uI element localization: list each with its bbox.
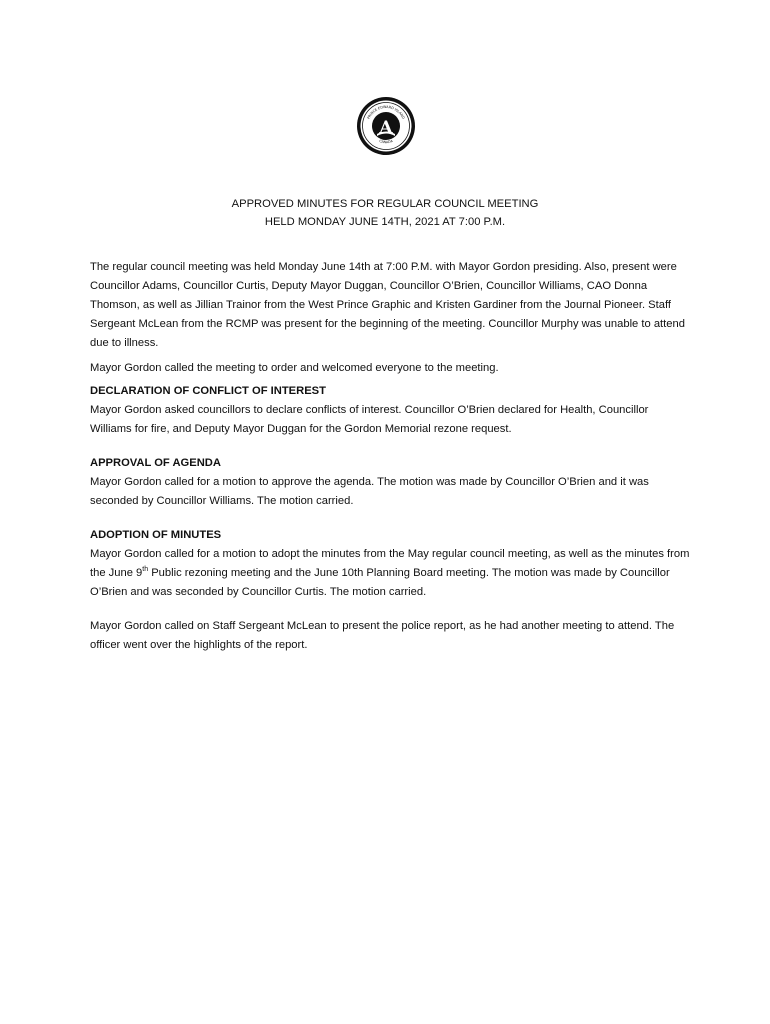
seal-bottom-text: CANADA <box>378 138 394 145</box>
conflict-section <box>90 382 690 439</box>
town-seal-logo <box>356 96 416 156</box>
minutes-text-after: Public rezoning meeting and the June 10th Planning Board meeting. The motion was made by Councillor O’Brien and was seconded by Councillor Curtis. The motion carried. <box>90 567 670 598</box>
seal-top-text: PRINCE EDWARD ISLAND <box>366 104 406 120</box>
minutes-section <box>90 526 690 602</box>
agenda-heading: APPROVAL OF AGENDA <box>90 457 221 469</box>
agenda-text: Mayor Gordon called for a motion to approve the agenda. The motion was made by Councillor O’Brien and it was seconded by Councillor Williams. The motion carried. <box>90 476 649 507</box>
conflict-text: Mayor Gordon asked councillors to declare conflicts of interest. Councillor O’Brien declared for Health, Councillor Williams for fire, and Deputy Mayor Duggan for the Gordon Memorial rezone request. <box>90 404 649 435</box>
title-line-2: HELD MONDAY JUNE 14TH, 2021 AT 7:00 P.M. <box>264 216 506 228</box>
minutes-text <box>90 545 690 602</box>
minutes-text-before: Mayor Gordon called for a motion to adopt the minutes from the May regular council meeting, as well as the minutes from the June 9 <box>90 548 690 579</box>
minutes-body <box>90 258 690 655</box>
meeting-title <box>0 195 770 231</box>
title-line-1: APPROVED MINUTES FOR REGULAR COUNCIL MEETING <box>231 198 539 210</box>
agenda-section <box>90 454 690 511</box>
minutes-heading: ADOPTION OF MINUTES <box>90 529 222 541</box>
call-to-order-paragraph: Mayor Gordon called the meeting to order and welcomed everyone to the meeting. <box>90 362 499 374</box>
conflict-heading: DECLARATION OF CONFLICT OF INTEREST <box>90 385 326 397</box>
police-report-paragraph: Mayor Gordon called on Staff Sergeant McLean to present the police report, as he had another meeting to attend. The officer went over the highlights of the report. <box>90 620 675 651</box>
intro-paragraph: The regular council meeting was held Monday June 14th at 7:00 P.M. with Mayor Gordon presiding. Also, present were Councillor Adams, Councillor Curtis, Deputy Mayor Duggan, Councillor O’Brien, Councillor Williams, CAO Donna Thomson, as well as Jillian Trainor from the West Prince Graphic and Kristen Gardiner from the Journal Pioneer. Staff Sergeant McLean from the RCMP was present for the beginning of the meeting. Councillor Murphy was unable to attend due to illness. <box>90 261 685 349</box>
seal-letter: A <box>379 118 393 138</box>
minutes-superscript: th <box>142 566 149 573</box>
